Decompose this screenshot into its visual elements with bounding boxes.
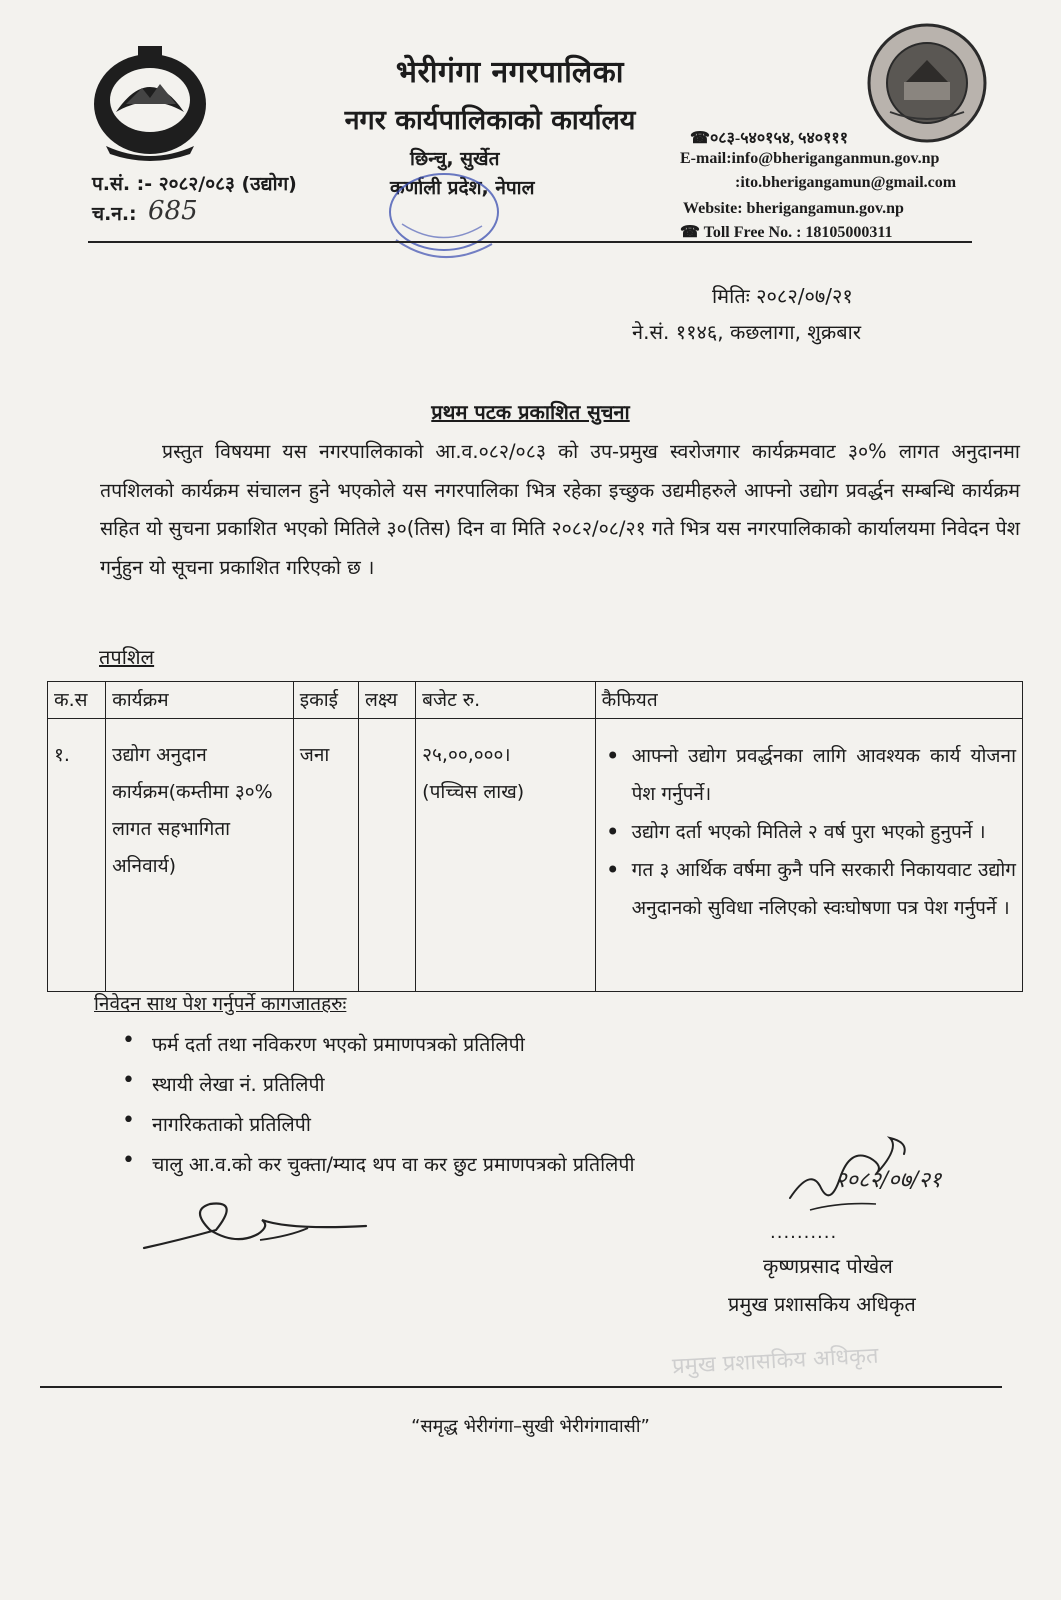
faded-stamp-text: प्रमुख प्रशासकिय अधिकृत [671, 1343, 880, 1380]
office-name: भेरीगंगा नगरपालिका [395, 55, 625, 90]
cell-serial: १. [48, 719, 106, 992]
left-signature-icon [140, 1190, 370, 1260]
col-target: लक्ष्य [359, 682, 416, 719]
col-program: कार्यक्रम [106, 682, 294, 719]
notice-title-text: प्रथम पटक प्रकाशित सुचना [431, 400, 630, 424]
nepal-emblem-icon [86, 42, 214, 162]
schedule-table [47, 681, 1023, 992]
budget-words: (पच्चिस लाख) [422, 781, 525, 803]
budget-amount: २५,००,०००। [422, 744, 511, 766]
document-item: • स्थायी लेखा नं. प्रतिलिपी [122, 1070, 635, 1110]
date-line: मितिः २०८२/०७/२१ [712, 284, 853, 308]
document-item: • चालु आ.व.को कर चुक्ता/म्याद थप वा कर छुट प्रमाणपत्रको प्रतिलिपी [122, 1150, 635, 1190]
email-primary: E-mail:info@bheriganganmun.gov.np [680, 150, 940, 167]
cell-target [359, 719, 416, 992]
remark-item: • उद्योग दर्ता भएको मितिले २ वर्ष पुरा भएको हुनुपर्ने । [632, 813, 1016, 851]
cell-remarks [595, 719, 1022, 992]
documents-list [122, 1030, 635, 1190]
document-item: • नागरिकताको प्रतिलिपी [122, 1110, 635, 1150]
header-divider [88, 241, 972, 243]
address-line-2: कर्णाली प्रदेश, नेपाल [390, 177, 535, 199]
remark-item: • आफ्नो उद्योग प्रवर्द्धनका लागि आवश्यक कार्य योजना पेश गर्नुपर्ने। [632, 737, 1016, 813]
municipality-seal-icon [866, 22, 988, 144]
table-header-row [48, 682, 1023, 719]
website: Website: bherigangamun.gov.np [683, 200, 904, 217]
dispatch-number: 685 [148, 196, 198, 226]
toll-free-number: Toll Free No. : 18105000311 [703, 224, 893, 241]
telephone-icon: ☎ [690, 130, 710, 147]
schedule-label: तपशिल [99, 645, 155, 669]
email-secondary: :ito.bherigangamun@gmail.com [735, 174, 957, 191]
nepal-sambat-line: ने.सं. ११४६, कछलागा, शुक्रबार [632, 320, 862, 344]
cell-program: उद्योग अनुदान कार्यक्रम(कम्तीमा ३०% लागत सहभागिता अनिवार्य) [106, 719, 294, 992]
toll-free-line [680, 222, 893, 242]
cell-unit: जना [293, 719, 358, 992]
col-serial: क.स [48, 682, 106, 719]
reference-number: प.सं. :- २०८२/०८३ (उद्योग) [92, 173, 297, 195]
col-budget: बजेट रु. [416, 682, 595, 719]
signatory-name: कृष्णप्रसाद पोखेल [763, 1254, 893, 1278]
documents-heading: निवेदन साथ पेश गर्नुपर्ने कागजातहरुः [94, 993, 347, 1015]
telephone-icon: ☎ [680, 224, 704, 241]
footer-divider [40, 1386, 1002, 1388]
office-subtitle: नगर कार्यपालिकाको कार्यालय [344, 105, 636, 136]
signature-dots: .......... [770, 1222, 838, 1243]
cell-budget [416, 719, 595, 992]
col-remarks: कैफियत [595, 682, 1022, 719]
remarks-list [602, 737, 1016, 927]
remark-item: • गत ३ आर्थिक वर्षमा कुनै पनि सरकारी निकायवाट उद्योग अनुदानको सुविधा नलिएको स्वःघोषणा पत्र पेश गर्नुपर्ने । [632, 851, 1016, 927]
notice-title [0, 398, 1061, 425]
document-item: • फर्म दर्ता तथा नविकरण भएको प्रमाणपत्रको प्रतिलिपी [122, 1030, 635, 1070]
address-line-1: छिन्चु, सुर्खेत [410, 148, 500, 170]
col-unit: इकाई [293, 682, 358, 719]
phone-number: ०८३-५४०१५४, ५४०१११ [709, 130, 849, 147]
dispatch-label: च.न.: [92, 203, 137, 225]
phone-line [690, 126, 848, 148]
signatory-title: प्रमुख प्रशासकिय अधिकृत [728, 1292, 916, 1316]
handwritten-date: २०८२/०७/२१ [835, 1168, 942, 1193]
footer-motto: “समृद्ध भेरीगंगा–सुखी भेरीगंगावासी” [411, 1416, 650, 1437]
body-paragraph: प्रस्तुत विषयमा यस नगरपालिकाको आ.व.०८२/०८३ को उप-प्रमुख स्वरोजगार कार्यक्रमवाट ३०% लागत अनुदानमा तपशिलको कार्यक्रम संचालन हुने भएकोले यस नगरपालिका भित्र रहेका इच्छुक उद्यमीहरुले आफ्नो उद्योग प्रवर्द्धन सम्बन्धि कार्यक्रम सहित यो सुचना प्रकाशित भएको मितिले ३०(तिस) दिन वा मिति २०८२/०८/२१ गते भित्र यस नगरपालिकाको कार्यालयमा निवेदन पेश गर्नुहुन यो सूचना प्रकाशित गरिएको छ । [100, 440, 1020, 579]
table-row [48, 719, 1023, 992]
office-stamp-icon [382, 164, 512, 284]
